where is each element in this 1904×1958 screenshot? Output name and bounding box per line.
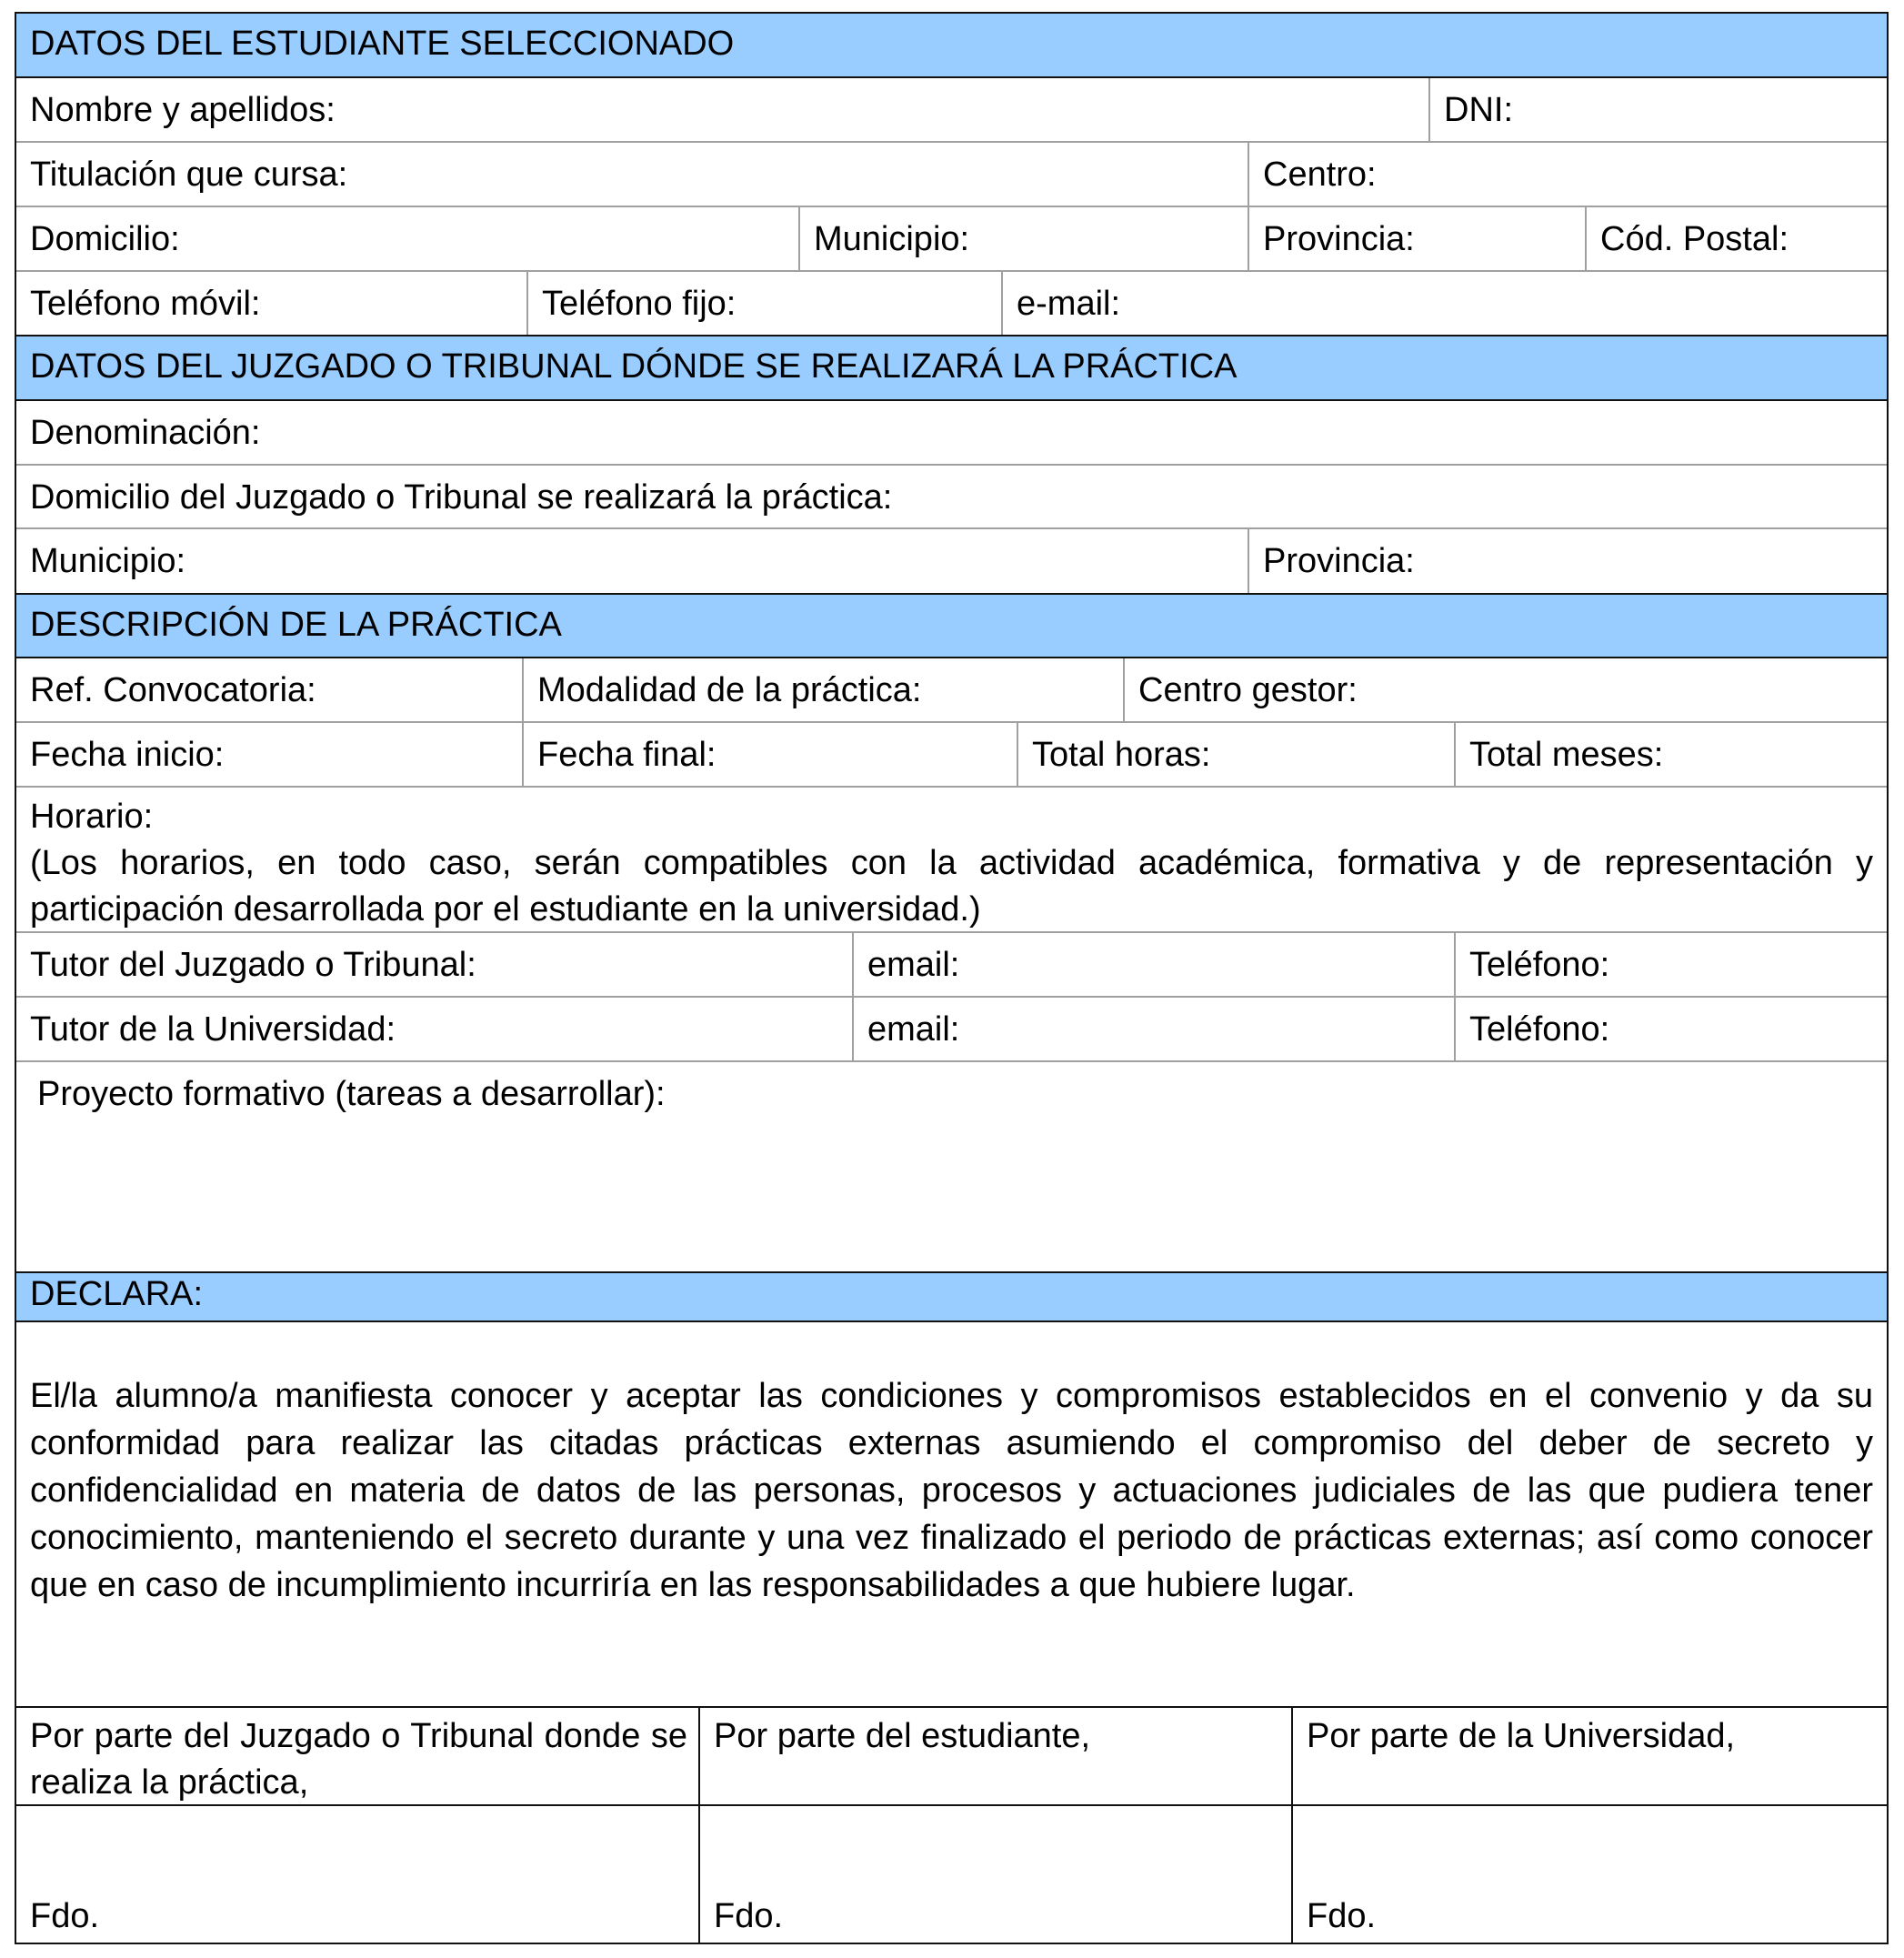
section-title: DATOS DEL JUZGADO O TRIBUNAL DÓNDE SE REALIZARÁ LA PRÁCTICA bbox=[30, 347, 1238, 386]
court-name-field[interactable] bbox=[16, 401, 1887, 464]
row-university-tutor bbox=[16, 998, 1887, 1062]
municipality-field[interactable] bbox=[798, 207, 1248, 270]
row-court-tutor bbox=[16, 933, 1887, 998]
row-declaration bbox=[16, 1322, 1887, 1708]
email-field[interactable] bbox=[1001, 272, 1887, 335]
field-label: Municipio: bbox=[814, 220, 970, 258]
landline-phone-field[interactable] bbox=[526, 272, 1001, 335]
field-label: Centro: bbox=[1263, 156, 1377, 194]
field-label: e-mail: bbox=[1017, 285, 1121, 323]
row-signature-boxes bbox=[16, 1806, 1887, 1943]
section-header-internship bbox=[16, 595, 1887, 658]
signature-heading-text: Por parte de la Universidad, bbox=[1307, 1717, 1736, 1755]
field-label: Teléfono: bbox=[1469, 946, 1610, 984]
field-label: Denominación: bbox=[30, 414, 261, 452]
address-field[interactable] bbox=[16, 207, 798, 270]
field-label: Nombre y apellidos: bbox=[30, 91, 336, 129]
field-label: email: bbox=[867, 946, 960, 984]
declaration-text: El/la alumno/a manifiesta conocer y aceptar las condiciones y compromisos establecidos en el convenio y da su conformidad para realizar las citadas prácticas externas asumiendo el compromiso del deber de secreto y confidencialidad en materia de datos de las personas, procesos y actuaciones judiciales de las que pudiera tener conocimiento, manteniendo el secreto durante y una vez finalizado el periodo de prácticas externas; así como conocer que en caso de incumplimiento incurriría en las responsabilidades a que hubiere lugar. bbox=[30, 1377, 1873, 1604]
total-months-field[interactable] bbox=[1454, 723, 1887, 786]
court-address-field[interactable] bbox=[16, 466, 1887, 527]
degree-field[interactable] bbox=[16, 143, 1248, 206]
schedule-label: Horario: bbox=[30, 798, 154, 836]
section-header-student bbox=[16, 14, 1887, 78]
modality-field[interactable] bbox=[522, 658, 1123, 721]
section-header-court bbox=[16, 336, 1887, 401]
field-label: Fecha inicio: bbox=[30, 736, 225, 774]
field-label: Modalidad de la práctica: bbox=[537, 671, 922, 709]
university-tutor-field[interactable] bbox=[16, 998, 852, 1060]
row-contact bbox=[16, 272, 1887, 336]
row-court-name bbox=[16, 401, 1887, 466]
field-label: Proyecto formativo (tareas a desarrollar): bbox=[37, 1075, 666, 1113]
field-label: Domicilio del Juzgado o Tribunal se realizará la práctica: bbox=[30, 478, 893, 517]
court-province-field[interactable] bbox=[1248, 529, 1887, 593]
schedule-note: (Los horarios, en todo caso, serán compatibles con la actividad académica, formativa y de representación y participación desarrollada por el estudiante en la universidad.) bbox=[30, 844, 1873, 929]
signature-heading-text: Por parte del Juzgado o Tribunal donde se realiza la práctica, bbox=[30, 1717, 687, 1802]
field-label: Fecha final: bbox=[537, 736, 717, 774]
centre-field[interactable] bbox=[1248, 143, 1887, 206]
court-municipality-field[interactable] bbox=[16, 529, 1248, 593]
signature-heading-text: Por parte del estudiante, bbox=[714, 1717, 1091, 1755]
signature-heading-court bbox=[16, 1708, 698, 1804]
row-court-location bbox=[16, 529, 1887, 595]
training-project-field[interactable] bbox=[16, 1062, 1887, 1271]
field-label: email: bbox=[867, 1010, 960, 1049]
field-label: Cód. Postal: bbox=[1600, 220, 1789, 258]
row-call-modality bbox=[16, 658, 1887, 723]
field-label: Centro gestor: bbox=[1138, 671, 1358, 709]
managing-centre-field[interactable] bbox=[1123, 658, 1887, 721]
signature-label: Fdo. bbox=[1307, 1897, 1377, 1935]
signature-label: Fdo. bbox=[30, 1897, 100, 1935]
field-label: Domicilio: bbox=[30, 220, 180, 258]
field-label: Total meses: bbox=[1469, 736, 1664, 774]
signature-box-student[interactable] bbox=[698, 1806, 1291, 1943]
row-court-address bbox=[16, 466, 1887, 529]
row-training-project bbox=[16, 1062, 1887, 1273]
section-title: DATOS DEL ESTUDIANTE SELECCIONADO bbox=[30, 25, 735, 63]
court-tutor-email-field[interactable] bbox=[852, 933, 1454, 996]
dni-field[interactable] bbox=[1428, 78, 1887, 141]
internship-form bbox=[15, 12, 1889, 1944]
field-label: Total horas: bbox=[1032, 736, 1211, 774]
field-label: Ref. Convocatoria: bbox=[30, 671, 316, 709]
university-tutor-phone-field[interactable] bbox=[1454, 998, 1887, 1060]
field-label: Provincia: bbox=[1263, 542, 1415, 580]
row-degree-centre bbox=[16, 143, 1887, 207]
row-dates bbox=[16, 723, 1887, 788]
signature-heading-student bbox=[698, 1708, 1291, 1804]
section-title: DECLARA: bbox=[30, 1275, 204, 1313]
row-schedule[interactable] bbox=[16, 788, 1887, 933]
full-name-field[interactable] bbox=[16, 78, 1428, 141]
end-date-field[interactable] bbox=[522, 723, 1017, 786]
field-label: Tutor de la Universidad: bbox=[30, 1010, 396, 1049]
field-label: Titulación que cursa: bbox=[30, 156, 348, 194]
field-label: Teléfono fijo: bbox=[542, 285, 737, 323]
field-label: DNI: bbox=[1444, 91, 1513, 129]
row-signature-headings bbox=[16, 1708, 1887, 1806]
court-tutor-field[interactable] bbox=[16, 933, 852, 996]
field-label: Teléfono: bbox=[1469, 1010, 1610, 1049]
field-label: Teléfono móvil: bbox=[30, 285, 261, 323]
signature-box-university[interactable] bbox=[1291, 1806, 1887, 1943]
mobile-phone-field[interactable] bbox=[16, 272, 526, 335]
postal-code-field[interactable] bbox=[1585, 207, 1887, 270]
province-field[interactable] bbox=[1248, 207, 1585, 270]
signature-box-court[interactable] bbox=[16, 1806, 698, 1943]
section-title: DESCRIPCIÓN DE LA PRÁCTICA bbox=[30, 606, 562, 644]
signature-heading-university bbox=[1291, 1708, 1887, 1804]
call-ref-field[interactable] bbox=[16, 658, 522, 721]
court-tutor-phone-field[interactable] bbox=[1454, 933, 1887, 996]
row-address bbox=[16, 207, 1887, 272]
row-name-dni bbox=[16, 78, 1887, 143]
field-label: Provincia: bbox=[1263, 220, 1415, 258]
total-hours-field[interactable] bbox=[1017, 723, 1454, 786]
signature-label: Fdo. bbox=[714, 1897, 784, 1935]
section-header-declaration bbox=[16, 1273, 1887, 1322]
university-tutor-email-field[interactable] bbox=[852, 998, 1454, 1060]
field-label: Tutor del Juzgado o Tribunal: bbox=[30, 946, 476, 984]
field-label: Municipio: bbox=[30, 542, 186, 580]
start-date-field[interactable] bbox=[16, 723, 522, 786]
